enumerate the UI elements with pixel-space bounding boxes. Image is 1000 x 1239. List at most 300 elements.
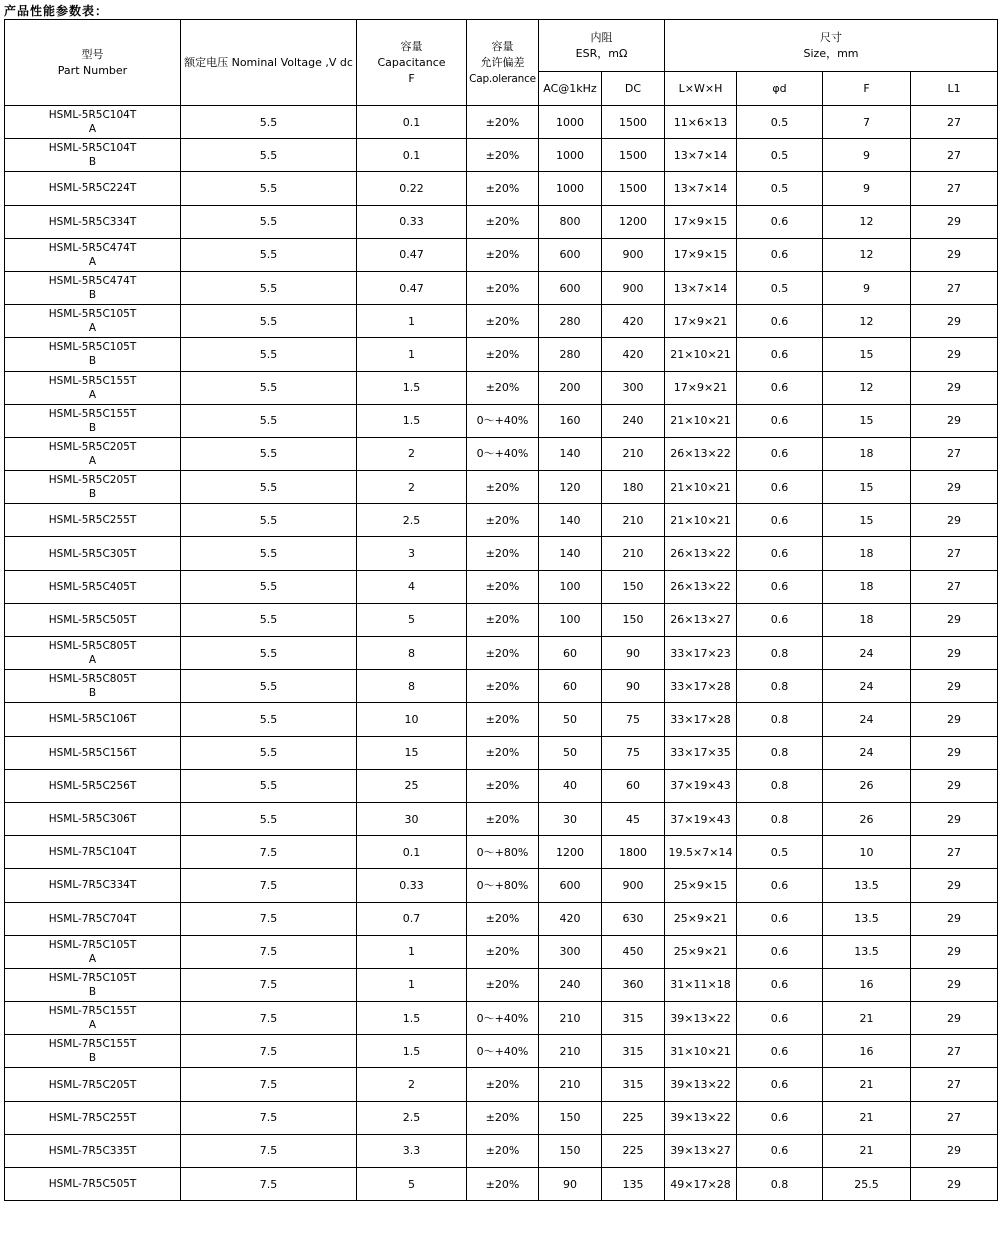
size-cell: 37×19×43 bbox=[665, 769, 737, 802]
part-number: HSML-7R5C155T bbox=[48, 1005, 137, 1018]
esr-ac-cell: 600 bbox=[539, 271, 602, 304]
part-number: HSML-5R5C805T bbox=[48, 640, 137, 653]
esr-ac-cell: 600 bbox=[539, 869, 602, 902]
phid-cell: 0.8 bbox=[737, 670, 823, 703]
phid-cell: 0.5 bbox=[737, 172, 823, 205]
phid-cell: 0.6 bbox=[737, 968, 823, 1001]
esr-ac-cell: 60 bbox=[539, 637, 602, 670]
size-cell: 26×13×22 bbox=[665, 537, 737, 570]
tolerance-cell: ±20% bbox=[467, 471, 539, 504]
part-suffix: B bbox=[88, 421, 97, 434]
voltage-cell: 5.5 bbox=[181, 703, 357, 736]
l1-cell: 27 bbox=[911, 537, 998, 570]
esr-ac-cell: 150 bbox=[539, 1101, 602, 1134]
table-row bbox=[5, 271, 998, 304]
esr-ac-cell: 100 bbox=[539, 570, 602, 603]
esr-ac-cell: 1000 bbox=[539, 106, 602, 139]
part-number: HSML-7R5C505T bbox=[48, 1178, 137, 1191]
part-number: HSML-5R5C104T bbox=[48, 142, 137, 155]
capacitance-cell: 0.1 bbox=[357, 106, 467, 139]
capacitance-cell: 30 bbox=[357, 802, 467, 835]
voltage-cell: 5.5 bbox=[181, 106, 357, 139]
capacitance-cell: 2 bbox=[357, 471, 467, 504]
esr-ac-cell: 150 bbox=[539, 1134, 602, 1167]
voltage-cell: 5.5 bbox=[181, 205, 357, 238]
table-row bbox=[5, 869, 998, 902]
capacitance-cell: 1.5 bbox=[357, 371, 467, 404]
tolerance-cell: ±20% bbox=[467, 935, 539, 968]
f-cell: 15 bbox=[823, 338, 911, 371]
esr-dc-cell: 1500 bbox=[602, 172, 665, 205]
esr-dc-cell: 210 bbox=[602, 437, 665, 470]
part-number: HSML-5R5C306T bbox=[48, 813, 137, 826]
tolerance-cell: ±20% bbox=[467, 570, 539, 603]
capacitance-cell: 25 bbox=[357, 769, 467, 802]
f-cell: 16 bbox=[823, 1035, 911, 1068]
part-number-cell bbox=[5, 537, 181, 570]
header-esr-cn: 内阻 bbox=[590, 30, 613, 44]
header-cap-cn: 容量 bbox=[400, 39, 423, 53]
esr-dc-cell: 225 bbox=[602, 1134, 665, 1167]
table-row bbox=[5, 603, 998, 636]
esr-ac-cell: 1200 bbox=[539, 836, 602, 869]
l1-cell: 29 bbox=[911, 703, 998, 736]
esr-dc-cell: 1500 bbox=[602, 106, 665, 139]
phid-cell: 0.6 bbox=[737, 570, 823, 603]
voltage-cell: 7.5 bbox=[181, 869, 357, 902]
part-suffix: B bbox=[88, 985, 97, 998]
size-cell: 26×13×22 bbox=[665, 437, 737, 470]
voltage-cell: 5.5 bbox=[181, 238, 357, 271]
header-size-cn: 尺寸 bbox=[820, 30, 843, 44]
table-row bbox=[5, 670, 998, 703]
esr-ac-cell: 40 bbox=[539, 769, 602, 802]
esr-dc-cell: 75 bbox=[602, 703, 665, 736]
phid-cell: 0.6 bbox=[737, 205, 823, 238]
table-row bbox=[5, 1168, 998, 1201]
part-number: HSML-7R5C704T bbox=[48, 912, 137, 925]
header-tol-cn2: 允许偏差 bbox=[480, 55, 525, 69]
esr-ac-cell: 200 bbox=[539, 371, 602, 404]
part-number-cell bbox=[5, 570, 181, 603]
esr-dc-cell: 45 bbox=[602, 802, 665, 835]
capacitance-cell: 1 bbox=[357, 338, 467, 371]
part-number-cell bbox=[5, 106, 181, 139]
tolerance-cell: ±20% bbox=[467, 106, 539, 139]
part-number: HSML-5R5C205T bbox=[48, 440, 137, 453]
tolerance-cell: ±20% bbox=[467, 271, 539, 304]
table-row bbox=[5, 1134, 998, 1167]
voltage-cell: 5.5 bbox=[181, 537, 357, 570]
f-cell: 16 bbox=[823, 968, 911, 1001]
table-row bbox=[5, 902, 998, 935]
size-cell: 17×9×15 bbox=[665, 238, 737, 271]
l1-cell: 27 bbox=[911, 172, 998, 205]
capacitance-cell: 1 bbox=[357, 305, 467, 338]
l1-cell: 29 bbox=[911, 205, 998, 238]
f-cell: 18 bbox=[823, 603, 911, 636]
f-cell: 26 bbox=[823, 802, 911, 835]
f-cell: 10 bbox=[823, 836, 911, 869]
size-cell: 49×17×28 bbox=[665, 1168, 737, 1201]
capacitance-cell: 8 bbox=[357, 670, 467, 703]
phid-cell: 0.6 bbox=[737, 338, 823, 371]
tolerance-cell: 0～+40% bbox=[467, 404, 539, 437]
l1-cell: 29 bbox=[911, 238, 998, 271]
capacitance-cell: 3 bbox=[357, 537, 467, 570]
esr-ac-cell: 600 bbox=[539, 238, 602, 271]
part-number: HSML-5R5C105T bbox=[48, 341, 137, 354]
header-cap-en: Capacitance bbox=[377, 55, 446, 69]
header-part-cn: 型号 bbox=[81, 47, 104, 61]
table-row bbox=[5, 703, 998, 736]
capacitance-cell: 0.33 bbox=[357, 205, 467, 238]
tolerance-cell: ±20% bbox=[467, 802, 539, 835]
f-cell: 24 bbox=[823, 736, 911, 769]
voltage-cell: 7.5 bbox=[181, 1068, 357, 1101]
f-cell: 9 bbox=[823, 271, 911, 304]
capacitance-cell: 0.33 bbox=[357, 869, 467, 902]
phid-cell: 0.8 bbox=[737, 769, 823, 802]
f-cell: 12 bbox=[823, 238, 911, 271]
table-row bbox=[5, 968, 998, 1001]
esr-dc-cell: 210 bbox=[602, 504, 665, 537]
phid-cell: 0.6 bbox=[737, 1101, 823, 1134]
part-number: HSML-5R5C224T bbox=[48, 182, 137, 195]
f-cell: 13.5 bbox=[823, 869, 911, 902]
voltage-cell: 5.5 bbox=[181, 404, 357, 437]
phid-cell: 0.6 bbox=[737, 437, 823, 470]
capacitance-cell: 5 bbox=[357, 603, 467, 636]
esr-dc-cell: 90 bbox=[602, 637, 665, 670]
esr-dc-cell: 240 bbox=[602, 404, 665, 437]
capacitance-cell: 2 bbox=[357, 1068, 467, 1101]
size-cell: 39×13×22 bbox=[665, 1068, 737, 1101]
part-number-cell bbox=[5, 902, 181, 935]
part-number-cell bbox=[5, 802, 181, 835]
esr-ac-cell: 90 bbox=[539, 1168, 602, 1201]
table-row bbox=[5, 471, 998, 504]
size-cell: 39×13×27 bbox=[665, 1134, 737, 1167]
part-number-cell bbox=[5, 404, 181, 437]
part-suffix: A bbox=[88, 255, 97, 268]
tolerance-cell: ±20% bbox=[467, 968, 539, 1001]
part-number: HSML-7R5C105T bbox=[48, 938, 137, 951]
tolerance-cell: ±20% bbox=[467, 902, 539, 935]
phid-cell: 0.6 bbox=[737, 935, 823, 968]
part-suffix: A bbox=[88, 388, 97, 401]
esr-ac-cell: 210 bbox=[539, 1002, 602, 1035]
esr-dc-cell: 900 bbox=[602, 869, 665, 902]
esr-dc-cell: 630 bbox=[602, 902, 665, 935]
part-number: HSML-7R5C155T bbox=[48, 1038, 137, 1051]
esr-dc-cell: 90 bbox=[602, 670, 665, 703]
phid-cell: 0.5 bbox=[737, 836, 823, 869]
esr-ac-cell: 60 bbox=[539, 670, 602, 703]
voltage-cell: 5.5 bbox=[181, 769, 357, 802]
voltage-cell: 7.5 bbox=[181, 968, 357, 1001]
voltage-cell: 5.5 bbox=[181, 271, 357, 304]
table-row bbox=[5, 1101, 998, 1134]
esr-dc-cell: 360 bbox=[602, 968, 665, 1001]
f-cell: 7 bbox=[823, 106, 911, 139]
esr-ac-cell: 280 bbox=[539, 305, 602, 338]
phid-cell: 0.5 bbox=[737, 271, 823, 304]
table-row bbox=[5, 1068, 998, 1101]
esr-dc-cell: 1500 bbox=[602, 139, 665, 172]
page-title: 产品性能参数表： bbox=[4, 4, 109, 18]
part-number-cell bbox=[5, 338, 181, 371]
l1-cell: 29 bbox=[911, 902, 998, 935]
phid-cell: 0.6 bbox=[737, 504, 823, 537]
phid-cell: 0.8 bbox=[737, 703, 823, 736]
size-cell: 25×9×21 bbox=[665, 935, 737, 968]
part-number-cell bbox=[5, 1168, 181, 1201]
esr-ac-cell: 160 bbox=[539, 404, 602, 437]
tolerance-cell: ±20% bbox=[467, 703, 539, 736]
capacitance-cell: 15 bbox=[357, 736, 467, 769]
phid-cell: 0.6 bbox=[737, 1068, 823, 1101]
table-row bbox=[5, 238, 998, 271]
f-cell: 24 bbox=[823, 703, 911, 736]
capacitance-cell: 0.22 bbox=[357, 172, 467, 205]
header-lwh: L×W×H bbox=[665, 72, 737, 106]
esr-ac-cell: 140 bbox=[539, 437, 602, 470]
part-number: HSML-5R5C805T bbox=[48, 673, 137, 686]
table-row bbox=[5, 305, 998, 338]
esr-dc-cell: 420 bbox=[602, 305, 665, 338]
size-cell: 37×19×43 bbox=[665, 802, 737, 835]
part-number: HSML-7R5C334T bbox=[48, 879, 137, 892]
size-cell: 26×13×27 bbox=[665, 603, 737, 636]
header-l1: L1 bbox=[911, 72, 998, 106]
phid-cell: 0.8 bbox=[737, 736, 823, 769]
esr-ac-cell: 210 bbox=[539, 1035, 602, 1068]
capacitance-cell: 0.1 bbox=[357, 836, 467, 869]
tolerance-cell: ±20% bbox=[467, 1068, 539, 1101]
part-number-cell bbox=[5, 736, 181, 769]
part-suffix: B bbox=[88, 289, 97, 302]
capacitance-cell: 3.3 bbox=[357, 1134, 467, 1167]
capacitance-cell: 2.5 bbox=[357, 1101, 467, 1134]
l1-cell: 29 bbox=[911, 637, 998, 670]
phid-cell: 0.6 bbox=[737, 371, 823, 404]
part-number-cell bbox=[5, 869, 181, 902]
esr-ac-cell: 280 bbox=[539, 338, 602, 371]
f-cell: 26 bbox=[823, 769, 911, 802]
part-number: HSML-5R5C155T bbox=[48, 374, 137, 387]
esr-ac-cell: 300 bbox=[539, 935, 602, 968]
table-row bbox=[5, 139, 998, 172]
tolerance-cell: ±20% bbox=[467, 769, 539, 802]
esr-dc-cell: 135 bbox=[602, 1168, 665, 1201]
voltage-cell: 7.5 bbox=[181, 1035, 357, 1068]
l1-cell: 27 bbox=[911, 437, 998, 470]
phid-cell: 0.6 bbox=[737, 404, 823, 437]
voltage-cell: 7.5 bbox=[181, 1168, 357, 1201]
voltage-cell: 5.5 bbox=[181, 504, 357, 537]
f-cell: 18 bbox=[823, 570, 911, 603]
voltage-cell: 7.5 bbox=[181, 902, 357, 935]
l1-cell: 29 bbox=[911, 869, 998, 902]
table-row bbox=[5, 106, 998, 139]
esr-ac-cell: 210 bbox=[539, 1068, 602, 1101]
f-cell: 15 bbox=[823, 504, 911, 537]
voltage-cell: 5.5 bbox=[181, 736, 357, 769]
size-cell: 39×13×22 bbox=[665, 1101, 737, 1134]
f-cell: 21 bbox=[823, 1134, 911, 1167]
part-number-cell bbox=[5, 637, 181, 670]
size-cell: 21×10×21 bbox=[665, 404, 737, 437]
part-number-cell bbox=[5, 703, 181, 736]
l1-cell: 29 bbox=[911, 769, 998, 802]
capacitance-cell: 0.1 bbox=[357, 139, 467, 172]
header-part-number bbox=[5, 20, 181, 106]
part-number-cell bbox=[5, 1101, 181, 1134]
tolerance-cell: 0～+80% bbox=[467, 869, 539, 902]
header-cap-unit: F bbox=[408, 71, 415, 85]
voltage-cell: 5.5 bbox=[181, 371, 357, 404]
table-row bbox=[5, 1035, 998, 1068]
header-f: F bbox=[823, 72, 911, 106]
part-number-cell bbox=[5, 238, 181, 271]
esr-ac-cell: 1000 bbox=[539, 172, 602, 205]
part-number: HSML-5R5C334T bbox=[48, 215, 137, 228]
voltage-cell: 7.5 bbox=[181, 1101, 357, 1134]
part-number-cell bbox=[5, 670, 181, 703]
part-number: HSML-5R5C305T bbox=[48, 547, 137, 560]
voltage-cell: 5.5 bbox=[181, 570, 357, 603]
header-part-en: Part Number bbox=[57, 63, 128, 77]
header-tol-en: Cap.olerance bbox=[469, 72, 536, 85]
tolerance-cell: ±20% bbox=[467, 305, 539, 338]
f-cell: 25.5 bbox=[823, 1168, 911, 1201]
esr-dc-cell: 210 bbox=[602, 537, 665, 570]
size-cell: 25×9×21 bbox=[665, 902, 737, 935]
capacitance-cell: 1.5 bbox=[357, 1035, 467, 1068]
header-size-en: Size，mm bbox=[803, 46, 859, 60]
esr-dc-cell: 150 bbox=[602, 570, 665, 603]
table-row bbox=[5, 802, 998, 835]
tolerance-cell: ±20% bbox=[467, 238, 539, 271]
capacitance-cell: 1.5 bbox=[357, 404, 467, 437]
esr-ac-cell: 420 bbox=[539, 902, 602, 935]
phid-cell: 0.6 bbox=[737, 305, 823, 338]
part-number: HSML-5R5C405T bbox=[48, 580, 137, 593]
tolerance-cell: ±20% bbox=[467, 603, 539, 636]
phid-cell: 0.8 bbox=[737, 1168, 823, 1201]
f-cell: 9 bbox=[823, 172, 911, 205]
phid-cell: 0.6 bbox=[737, 902, 823, 935]
phid-cell: 0.6 bbox=[737, 1002, 823, 1035]
table-row bbox=[5, 437, 998, 470]
size-cell: 21×10×21 bbox=[665, 504, 737, 537]
voltage-cell: 7.5 bbox=[181, 935, 357, 968]
part-number: HSML-5R5C205T bbox=[48, 474, 137, 487]
phid-cell: 0.6 bbox=[737, 238, 823, 271]
part-number-cell bbox=[5, 305, 181, 338]
part-suffix: A bbox=[88, 1019, 97, 1032]
part-number: HSML-5R5C505T bbox=[48, 613, 137, 626]
part-suffix: B bbox=[88, 687, 97, 700]
capacitance-cell: 1.5 bbox=[357, 1002, 467, 1035]
size-cell: 11×6×13 bbox=[665, 106, 737, 139]
table-row bbox=[5, 404, 998, 437]
f-cell: 24 bbox=[823, 637, 911, 670]
part-number-cell bbox=[5, 1002, 181, 1035]
tolerance-cell: ±20% bbox=[467, 1101, 539, 1134]
part-number: HSML-5R5C474T bbox=[48, 241, 137, 254]
phid-cell: 0.6 bbox=[737, 603, 823, 636]
l1-cell: 29 bbox=[911, 1134, 998, 1167]
esr-dc-cell: 60 bbox=[602, 769, 665, 802]
phid-cell: 0.6 bbox=[737, 471, 823, 504]
phid-cell: 0.6 bbox=[737, 1134, 823, 1167]
table-row bbox=[5, 570, 998, 603]
l1-cell: 29 bbox=[911, 1168, 998, 1201]
header-tol-cn1: 容量 bbox=[491, 39, 514, 53]
size-cell: 17×9×15 bbox=[665, 205, 737, 238]
table-row bbox=[5, 836, 998, 869]
part-number-cell bbox=[5, 1035, 181, 1068]
f-cell: 15 bbox=[823, 471, 911, 504]
esr-ac-cell: 50 bbox=[539, 736, 602, 769]
part-number: HSML-7R5C104T bbox=[48, 846, 137, 859]
l1-cell: 27 bbox=[911, 1101, 998, 1134]
f-cell: 21 bbox=[823, 1101, 911, 1134]
phid-cell: 0.5 bbox=[737, 106, 823, 139]
l1-cell: 29 bbox=[911, 968, 998, 1001]
l1-cell: 29 bbox=[911, 371, 998, 404]
header-phid: φd bbox=[737, 72, 823, 106]
capacitance-cell: 0.47 bbox=[357, 238, 467, 271]
part-suffix: B bbox=[88, 488, 97, 501]
size-cell: 33×17×35 bbox=[665, 736, 737, 769]
phid-cell: 0.8 bbox=[737, 637, 823, 670]
tolerance-cell: ±20% bbox=[467, 371, 539, 404]
l1-cell: 27 bbox=[911, 836, 998, 869]
part-number: HSML-5R5C104T bbox=[48, 109, 137, 122]
capacitance-cell: 4 bbox=[357, 570, 467, 603]
size-cell: 39×13×22 bbox=[665, 1002, 737, 1035]
header-row-1 bbox=[5, 20, 998, 72]
esr-dc-cell: 315 bbox=[602, 1068, 665, 1101]
table-row bbox=[5, 371, 998, 404]
capacitance-cell: 0.47 bbox=[357, 271, 467, 304]
tolerance-cell: ±20% bbox=[467, 1134, 539, 1167]
capacitance-cell: 1 bbox=[357, 935, 467, 968]
capacitance-cell: 8 bbox=[357, 637, 467, 670]
l1-cell: 27 bbox=[911, 1035, 998, 1068]
size-cell: 31×10×21 bbox=[665, 1035, 737, 1068]
voltage-cell: 5.5 bbox=[181, 139, 357, 172]
esr-dc-cell: 75 bbox=[602, 736, 665, 769]
voltage-cell: 5.5 bbox=[181, 437, 357, 470]
esr-dc-cell: 1800 bbox=[602, 836, 665, 869]
part-suffix: B bbox=[88, 355, 97, 368]
esr-dc-cell: 180 bbox=[602, 471, 665, 504]
esr-dc-cell: 900 bbox=[602, 238, 665, 271]
l1-cell: 27 bbox=[911, 1068, 998, 1101]
phid-cell: 0.5 bbox=[737, 139, 823, 172]
voltage-cell: 7.5 bbox=[181, 836, 357, 869]
table-row bbox=[5, 338, 998, 371]
part-number-cell bbox=[5, 968, 181, 1001]
voltage-cell: 7.5 bbox=[181, 1134, 357, 1167]
l1-cell: 29 bbox=[911, 471, 998, 504]
voltage-cell: 5.5 bbox=[181, 172, 357, 205]
capacitance-cell: 2.5 bbox=[357, 504, 467, 537]
